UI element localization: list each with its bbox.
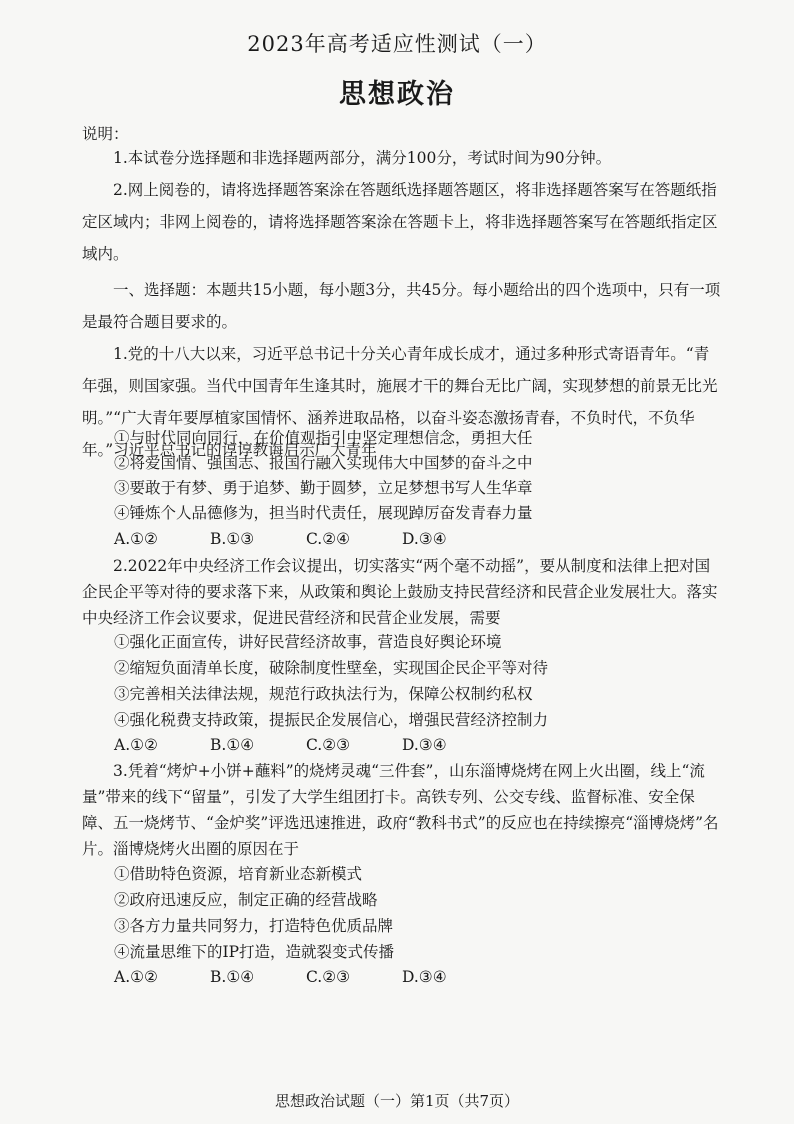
q2-option-b: B.①④ [210,736,255,754]
q1-item-1: ①与时代同向同行，在价值观指引中坚定理想信念，勇担大任 [114,429,533,447]
section-heading [82,274,722,338]
q3-option-d: D.③④ [402,968,447,986]
q1-item-2: ②将爱国情、强国志、报国行融入实现伟大中国梦的奋斗之中 [114,454,533,472]
q1-option-b: B.①③ [210,530,255,548]
notes-label: 说明： [82,125,129,143]
q2-item-2: ②缩短负面清单长度，破除制度性壁垒，实现国企民企平等对待 [114,659,549,677]
q2-item-4: ④强化税费支持政策，提振民企发展信心，增强民营经济控制力 [114,711,549,729]
q1-option-a: A.①② [114,530,158,548]
note-item: 2.网上阅卷的，请将选择题答案涂在答题纸选择题答题区，将非选择题答案写在答题纸指定区域内；非网上阅卷的，请将选择题答案涂在答题卡上，将非选择题答案写在答题纸指定区域内。 [82,181,718,263]
q2-option-a: A.①② [114,736,158,754]
question-1-stem: 1.党的十八大以来，习近平总书记十分关心青年成长成才，通过多种形式寄语青年。“青年强，则国家强。当代中国青年生逢其时，施展才干的舞台无比广阔，实现梦想的前景无比光明。”“广大青年要厚植家国情怀、涵养进取品格，以奋斗姿态激扬青春，不负时代，不负华年。”习近平总书记的谆谆教诲启示广大青年 [82,345,718,459]
q3-option-a: A.①② [114,968,158,986]
q3-item-4: ④流量思维下的IP打造，造就裂变式传播 [114,943,395,961]
q2-item-3: ③完善相关法律法规，规范行政执法行为，保障公权制约私权 [114,685,533,703]
notes-body [82,142,722,270]
question-2-stem: 2.2022年中央经济工作会议提出，切实落实“两个毫不动摇”，要从制度和法律上把对国企民企平等对待的要求落下来，从政策和舆论上鼓励支持民营经济和民营企业发展壮大。落实中央经济工作会议要求，促进民营经济和民营企业发展，需要 [82,557,718,627]
subject-title: 思想政治 [339,79,455,110]
q2-option-d: D.③④ [402,736,447,754]
q2-item-1: ①强化正面宣传，讲好民营经济故事，营造良好舆论环境 [114,633,502,651]
page-footer: 思想政治试题（一）第1页（共7页） [274,1092,520,1110]
q2-option-c: C.②③ [306,736,351,754]
section-heading-text: 一、选择题：本题共15小题，每小题3分，共45分。每小题给出的四个选项中，只有一项是最符合题目要求的。 [82,281,721,331]
note-item: 1.本试卷分选择题和非选择题两部分，满分100分，考试时间为90分钟。 [113,149,612,167]
q3-option-b: B.①④ [210,968,255,986]
q3-item-3: ③各方力量共同努力，打造特色优质品牌 [114,917,394,935]
exam-title: 2023年高考适应性测试（一） [247,32,547,56]
q3-options [114,968,498,986]
q1-item-4: ④锤炼个人品德修为，担当时代责任，展现踔厉奋发青春力量 [114,504,533,522]
question-2 [82,553,722,631]
q1-option-c: C.②④ [306,530,351,548]
question-3 [82,758,722,862]
question-3-stem: 3.凭着“烤炉+小饼+蘸料”的烧烤灵魂“三件套”，山东淄博烧烤在网上火出圈，线上“流量”带来的线下“留量”，引发了大学生组团打卡。高铁专列、公交专线、监督标准、安全保障、五一烧烤节、“金炉奖”评选迅速推进，政府“教科书式”的反应也在持续擦亮“淄博烧烤”名片。淄博烧烤火出圈的原因在于 [82,762,719,858]
q3-item-1: ①借助特色资源，培育新业态新模式 [114,865,363,883]
q2-options [114,736,498,754]
q1-option-d: D.③④ [402,530,447,548]
q3-option-c: C.②③ [306,968,351,986]
q3-item-2: ②政府迅速反应，制定正确的经营战略 [114,891,378,909]
q1-item-3: ③要敢于有梦、勇于追梦、勤于圆梦，立足梦想书写人生华章 [114,479,533,497]
q1-options [114,530,498,548]
